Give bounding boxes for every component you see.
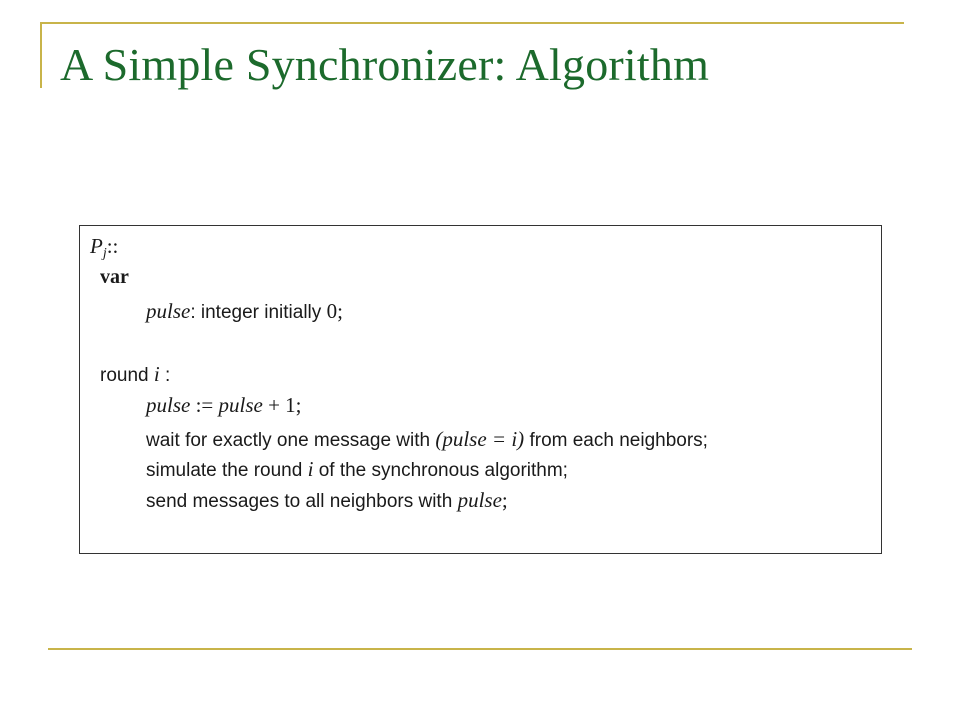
round-text: round [100,365,154,386]
simulate-line [146,457,568,482]
send-var: pulse [457,488,502,512]
assign-line [146,393,302,418]
simulate-var: i [307,457,314,481]
var-line [100,266,129,289]
process-suffix: :: [106,234,119,258]
round-line [100,362,170,387]
decl-var: pulse [146,299,191,323]
title-rule-left [40,22,42,88]
assign-lhs: pulse [146,393,191,417]
declaration-line [146,299,343,324]
title-rule-top [40,22,904,24]
decl-value: 0 [326,299,338,323]
simulate-post: of the synchronous algorithm; [313,460,568,481]
send-end: ; [501,488,508,512]
round-var: i [153,362,160,386]
process-name: P [90,234,103,258]
assign-rhs: pulse [218,393,263,417]
wait-condition: (pulse = i) [435,427,525,451]
process-subscript: j [102,246,107,261]
wait-line [146,427,708,452]
wait-text: wait for exactly one message with [146,430,436,451]
decl-text: : integer initially [190,302,327,323]
var-keyword: var [100,266,129,288]
send-line [146,488,508,513]
algorithm-box [79,225,882,554]
wait-tail: from each neighbors; [524,430,708,451]
round-colon: : [159,365,171,386]
decl-end: ; [337,299,343,323]
process-header [90,234,118,262]
footer-rule [48,648,912,650]
assign-op: := [190,393,219,417]
send-text: send messages to all neighbors with [146,491,458,512]
simulate-pre: simulate the round [146,460,308,481]
slide-title: A Simple Synchronizer: Algorithm [60,39,710,90]
assign-tail: + 1; [262,393,302,417]
